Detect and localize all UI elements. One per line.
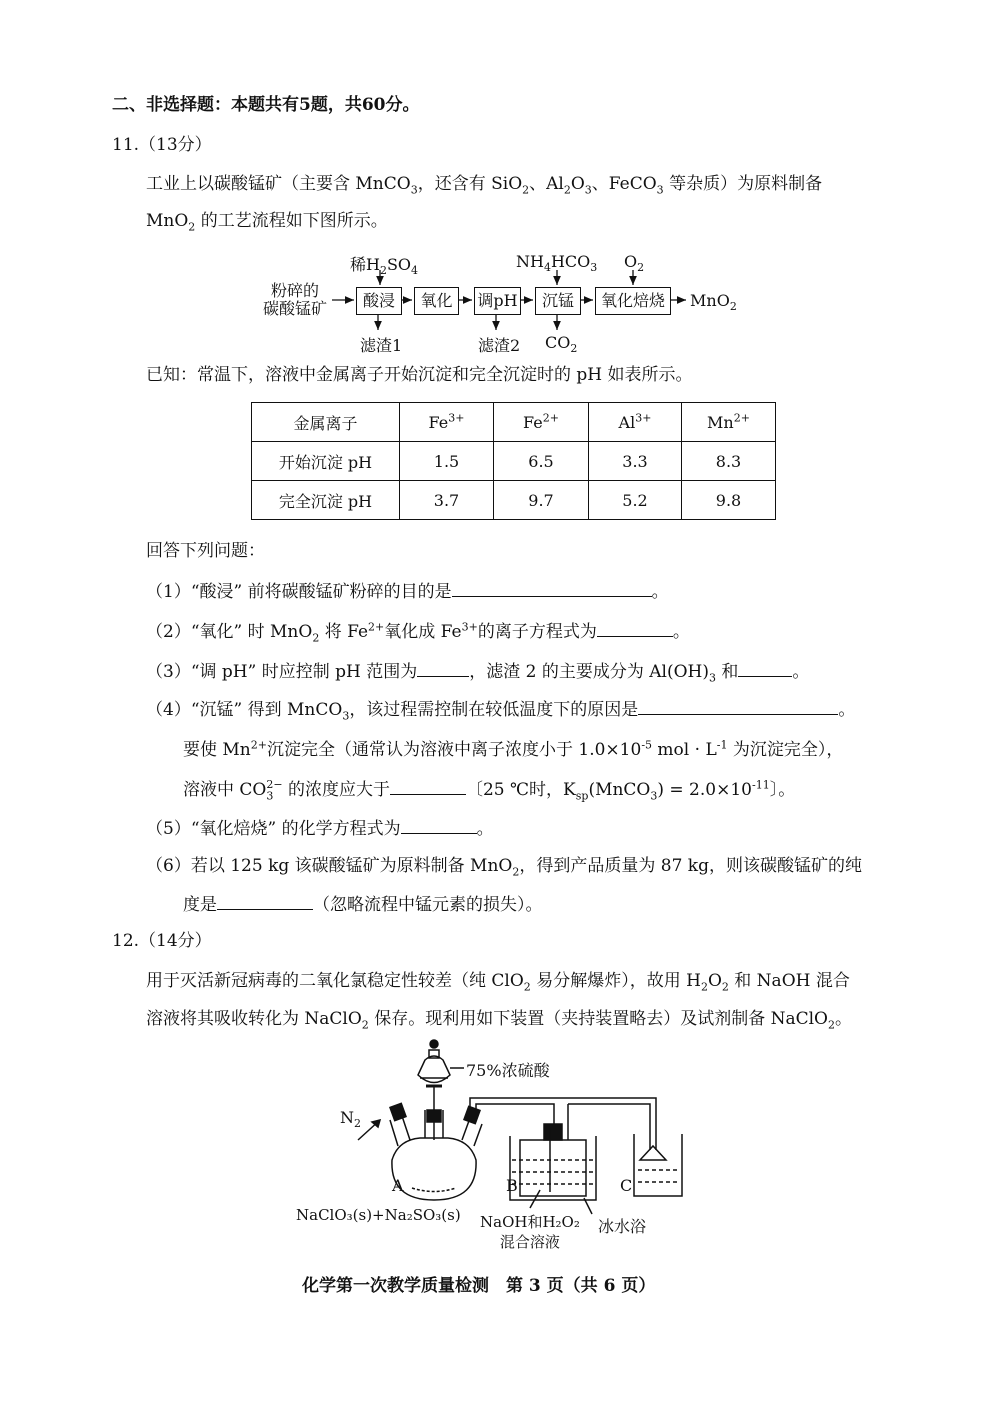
section-heading: 二、非选择题：本题共有5题，共60分。 [112, 95, 420, 115]
label-a: A [392, 1176, 404, 1195]
flow-step-adjust-ph: 调pH [474, 287, 521, 315]
flow-step-oxidation: 氧化 [414, 287, 459, 315]
table-header-cell: 金属离子 [252, 403, 400, 442]
q11-sub4-line3: 溶液中 $CO_3^{2-}$ 的浓度应大于 〔25 ℃时，$K_{sp}(MnCO_3) = 2.0\times 10^{-11}$〕。 [183, 778, 796, 803]
q11-sub1: （1）“酸浸” 前将碳酸锰矿粉碎的目的是 。 [146, 582, 669, 602]
label-b: B [506, 1176, 518, 1195]
q11-sub5: （5）“氧化焙烧” 的化学方程式为 。 [146, 819, 494, 839]
table-header-cell: $Al^{3+}$ [589, 403, 682, 442]
q12-number: 12.（14分） [112, 931, 212, 951]
q11-known: 已知：常温下，溶液中金属离子开始沉淀和完全沉淀时的 pH 如表所示。 [146, 365, 693, 385]
page-footer: 化学第一次教学质量检测 第 3 页（共 6 页） [302, 1276, 656, 1296]
table-cell: 6.5 [494, 442, 589, 481]
q11-number: 11.（13分） [112, 135, 212, 155]
flow-raw-material: 粉碎的 碳酸锰矿 [263, 281, 328, 318]
q11-sub4-line1: （4）“沉锰” 得到 MnCO$_3$，该过程需控制在较低温度下的原因是 。 [146, 700, 856, 723]
flow-step-roast: 氧化焙烧 [595, 287, 671, 315]
q11-sub2: （2）“氧化” 时 MnO$_2$ 将 $Fe^{2+}$氧化成 $Fe^{3+}$的离子方程式为 。 [146, 620, 690, 645]
label-reagent-a: NaClO₃(s)+Na₂SO₃(s) [296, 1206, 461, 1224]
table-header-cell: $Fe^{2+}$ [494, 403, 589, 442]
flow-reagent-acid: 稀$H_2SO_4$ [350, 255, 419, 278]
table-cell: 开始沉淀 pH [252, 442, 400, 481]
q12-line1: 用于灭活新冠病毒的二氧化氯稳定性较差（纯 ClO$_2$ 易分解爆炸），故用 $H_2O_2$ 和 NaOH 混合 [146, 971, 850, 994]
flow-product: MnO$_2$ [690, 291, 737, 314]
table-cell: 5.2 [589, 481, 682, 520]
q11-intro-line2: MnO$_2$ 的工艺流程如下图所示。 [146, 211, 388, 234]
table-header-cell: $Fe^{3+}$ [400, 403, 494, 442]
q11-sub3: （3）“调 pH” 时应控制 pH 范围为 ，滤渣 2 的主要成分为 $Al(OH)_3$ 和 。 [146, 662, 810, 685]
table-cell: 8.3 [682, 442, 776, 481]
label-n2: $N_2$ [340, 1108, 361, 1131]
q11-sub4-line2: 要使 $Mn^{2+}$沉淀完全（通常认为溶液中离子浓度小于 $1.0\times 10^{-5}$ mol · $L^{-1}$ 为沉淀完全）， [183, 738, 844, 760]
q12-line2: 溶液将其吸收转化为 NaClO$_2$ 保存。现利用如下装置（夹持装置略去）及试剂制备 NaClO$_2$。 [146, 1009, 852, 1032]
flow-step-acid-leach: 酸浸 [356, 287, 402, 315]
q11-sub6-line1: （6）若以 125 kg 该碳酸锰矿为原料制备 MnO$_2$，得到产品质量为 87 kg，则该碳酸锰矿的纯 [146, 856, 862, 879]
flow-gas-co2: $CO_2$ [545, 333, 578, 356]
label-reagent-b: NaOH和H₂O₂ 混合溶液 [480, 1213, 580, 1251]
flow-reagent-nh4hco3: $NH_4HCO_3$ [516, 252, 598, 275]
label-ice-bath: 冰水浴 [598, 1217, 647, 1236]
table-cell: 完全沉淀 pH [252, 481, 400, 520]
label-c: C [620, 1176, 633, 1195]
q11-prompt: 回答下列问题： [146, 541, 265, 561]
table-cell: 9.8 [682, 481, 776, 520]
q11-intro-line1: 工业上以碳酸锰矿（主要含 MnCO$_3$，还含有 SiO$_2$、$Al_2O_3$、FeCO$_3$ 等杂质）为原料制备 [146, 174, 823, 197]
table-header-cell: $Mn^{2+}$ [682, 403, 776, 442]
table-cell: 9.7 [494, 481, 589, 520]
table-cell: 3.3 [589, 442, 682, 481]
flow-residue-1: 滤渣1 [360, 336, 403, 355]
table-cell: 1.5 [400, 442, 494, 481]
flow-reagent-o2: $O_2$ [624, 252, 645, 275]
flow-residue-2: 滤渣2 [478, 336, 521, 355]
q11-sub6-line2: 度是 （忽略流程中锰元素的损失）。 [183, 895, 543, 915]
label-acid: 75%浓硫酸 [466, 1061, 550, 1080]
table-cell: 3.7 [400, 481, 494, 520]
flow-step-precipitate-mn: 沉锰 [535, 287, 581, 315]
